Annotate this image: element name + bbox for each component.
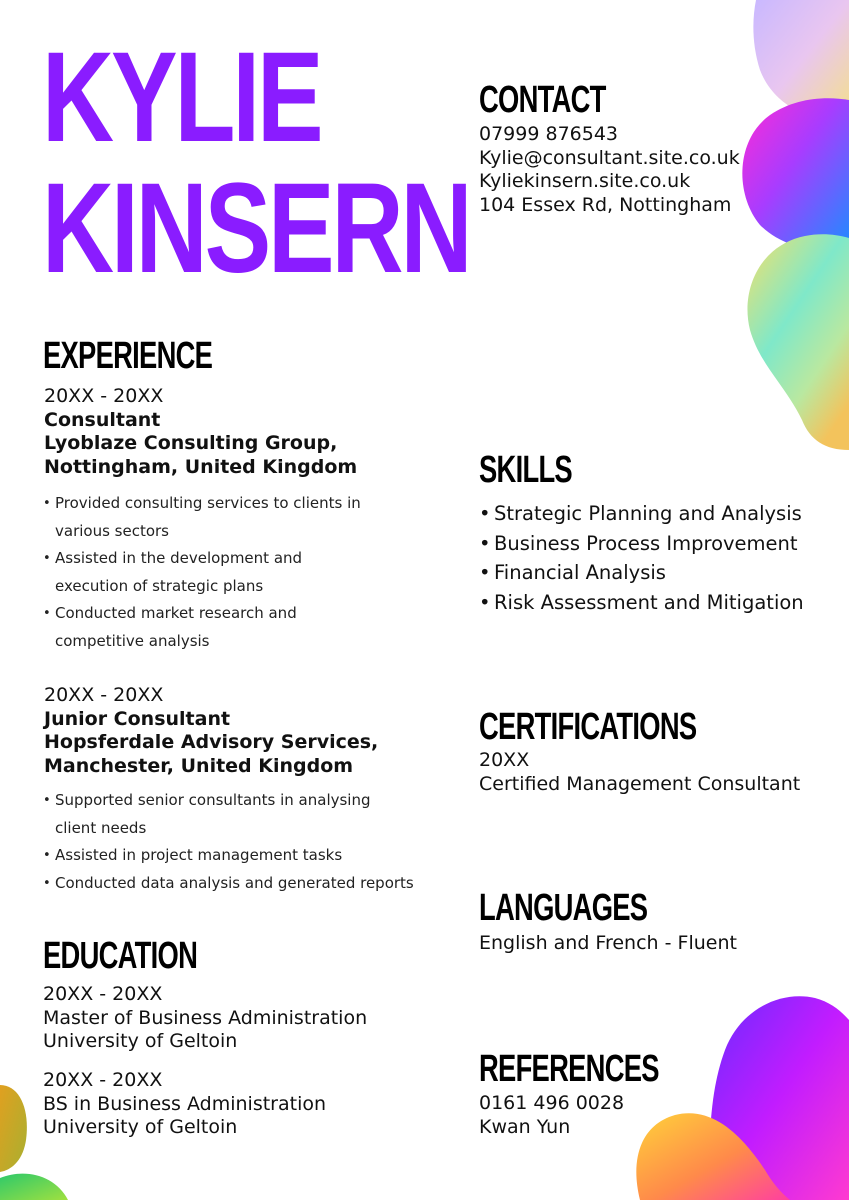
skill-item: • Business Process Improvement (479, 529, 804, 559)
skill-item: • Financial Analysis (479, 558, 804, 588)
list-item-continuation: competitive analysis (55, 631, 210, 650)
list-item: • Supported senior consultants in analysing (44, 787, 414, 815)
job-2-location: Manchester, United Kingdom (44, 754, 354, 777)
skill-item: • Risk Assessment and Mitigation (479, 588, 804, 618)
list-item: • Assisted in the development and (44, 545, 361, 573)
job-1-header (44, 385, 357, 479)
languages-text: English and French - Fluent (479, 932, 737, 954)
list-item-continuation: client needs (55, 818, 147, 837)
contact-heading: CONTACT (479, 79, 606, 121)
contact-address: 104 Essex Rd, Nottingham (479, 193, 732, 216)
job-2-header (44, 684, 378, 778)
contact-email: Kylie@consultant.site.co.uk (479, 146, 740, 169)
job-2-title: Junior Consultant (44, 707, 231, 730)
education-entry-1 (43, 983, 367, 1054)
job-2-bullets (44, 787, 414, 897)
reference-entry (479, 1092, 624, 1139)
list-item: • Conducted data analysis and generated reports (44, 870, 414, 898)
contact-block (479, 123, 740, 217)
reference-phone: 0161 496 0028 (479, 1092, 625, 1114)
education-1-school: University of Geltoin (43, 1030, 238, 1052)
job-1-title: Consultant (44, 408, 161, 431)
languages-heading: LANGUAGES (479, 887, 648, 929)
name-first: KYLIE (42, 26, 321, 169)
skills-list (479, 499, 804, 617)
job-1-dates: 20XX - 20XX (44, 385, 164, 407)
list-item: • Conducted market research and (44, 600, 361, 628)
experience-heading: EXPERIENCE (43, 335, 213, 377)
list-item-continuation: various sectors (55, 521, 170, 540)
references-heading: REFERENCES (479, 1048, 659, 1090)
skills-heading: SKILLS (479, 449, 572, 491)
job-2-company: Hopsferdale Advisory Services, (44, 731, 379, 753)
job-1-location: Nottingham, United Kingdom (44, 455, 358, 478)
name-last: KINSERN (42, 157, 470, 300)
contact-phone: 07999 876543 (479, 123, 619, 145)
decorative-blobs-top-right (730, 0, 849, 460)
education-1-degree: Master of Business Administration (43, 1006, 368, 1029)
education-2-degree: BS in Business Administration (43, 1092, 327, 1115)
education-heading: EDUCATION (43, 935, 198, 977)
education-2-school: University of Geltoin (43, 1116, 238, 1138)
contact-website: Kyliekinsern.site.co.uk (479, 170, 691, 192)
reference-name: Kwan Yun (479, 1115, 571, 1138)
education-2-dates: 20XX - 20XX (43, 1069, 163, 1091)
skill-item: • Strategic Planning and Analysis (479, 499, 804, 529)
job-1-company: Lyoblaze Consulting Group, (44, 432, 338, 454)
certification-entry (479, 749, 800, 796)
job-1-bullets (44, 490, 361, 655)
job-2-dates: 20XX - 20XX (44, 684, 164, 706)
decorative-blobs-bottom-right (630, 990, 849, 1200)
education-1-dates: 20XX - 20XX (43, 983, 163, 1005)
certification-name: Certified Management Consultant (479, 772, 801, 795)
education-entry-2 (43, 1069, 326, 1140)
list-item: • Provided consulting services to clients in (44, 490, 361, 518)
list-item: • Assisted in project management tasks (44, 842, 414, 870)
list-item-continuation: execution of strategic plans (55, 576, 264, 595)
certifications-heading: CERTIFICATIONS (479, 706, 697, 748)
certification-year: 20XX (479, 749, 530, 771)
